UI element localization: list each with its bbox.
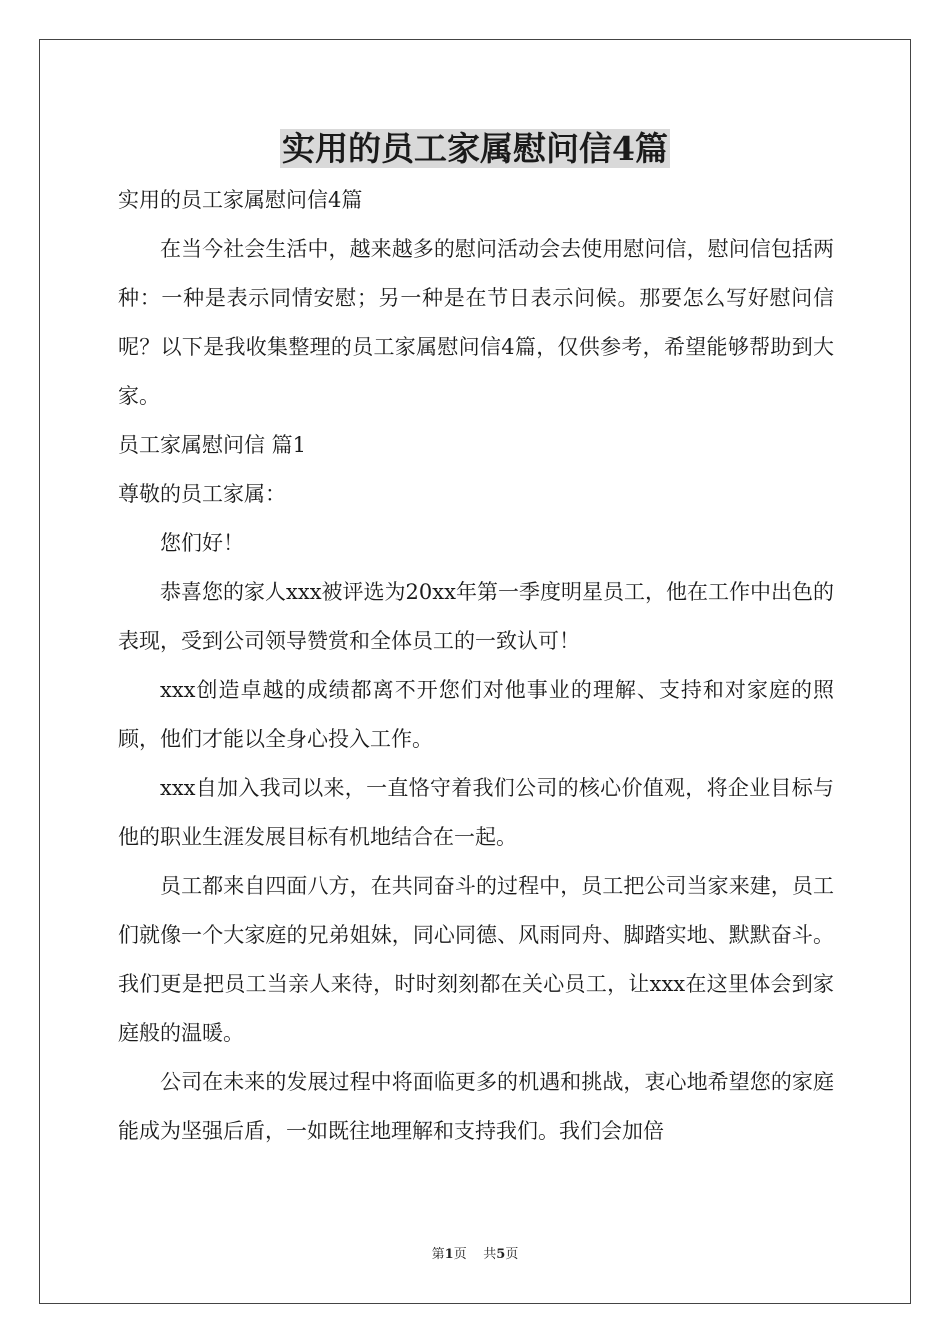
total-pages: 5 (496, 1247, 506, 1262)
greeting: 您们好！ (160, 531, 244, 555)
page-prefix: 第 (431, 1247, 445, 1262)
page-number: 1 (444, 1247, 454, 1262)
body-paragraph: 公司在未来的发展过程中将面临更多的机遇和挑战，衷心地希望您的家庭能成为坚强后盾，一如既往地理解和支持我们。我们会加倍 (118, 1070, 834, 1143)
document-title (0, 128, 950, 170)
section-heading: 员工家属慰问信 篇1 (118, 433, 307, 457)
total-suffix: 页 (505, 1247, 519, 1262)
salutation: 尊敬的员工家属： (118, 482, 286, 506)
document-title-text: 实用的员工家属慰问信4篇 (282, 129, 668, 168)
body-paragraph: xxx创造卓越的成绩都离不开您们对他事业的理解、支持和对家庭的照顾，他们才能以全身心投入工作。 (118, 678, 834, 751)
page-suffix: 页 (453, 1247, 467, 1262)
total-prefix: 共 (483, 1247, 497, 1262)
page-footer (0, 1246, 950, 1264)
document-body (118, 176, 834, 1156)
intro-paragraph: 在当今社会生活中，越来越多的慰问活动会去使用慰问信，慰问信包括两种：一种是表示同情安慰；另一种是在节日表示问候。那要怎么写好慰问信呢？以下是我收集整理的员工家属慰问信4篇，仅供参考，希望能够帮助到大家。 (118, 237, 834, 408)
body-paragraph: 恭喜您的家人xxx被评选为20xx年第一季度明星员工，他在工作中出色的表现，受到公司领导赞赏和全体员工的一致认可！ (118, 580, 834, 653)
subtitle-line: 实用的员工家属慰问信4篇 (118, 188, 363, 212)
body-paragraph: xxx自加入我司以来，一直恪守着我们公司的核心价值观，将企业目标与他的职业生涯发展目标有机地结合在一起。 (118, 776, 834, 849)
body-paragraph: 员工都来自四面八方，在共同奋斗的过程中，员工把公司当家来建，员工们就像一个大家庭的兄弟姐妹，同心同德、风雨同舟、脚踏实地、默默奋斗。我们更是把员工当亲人来待，时时刻刻都在关心员工，让xxx在这里体会到家庭般的温暖。 (118, 874, 834, 1045)
